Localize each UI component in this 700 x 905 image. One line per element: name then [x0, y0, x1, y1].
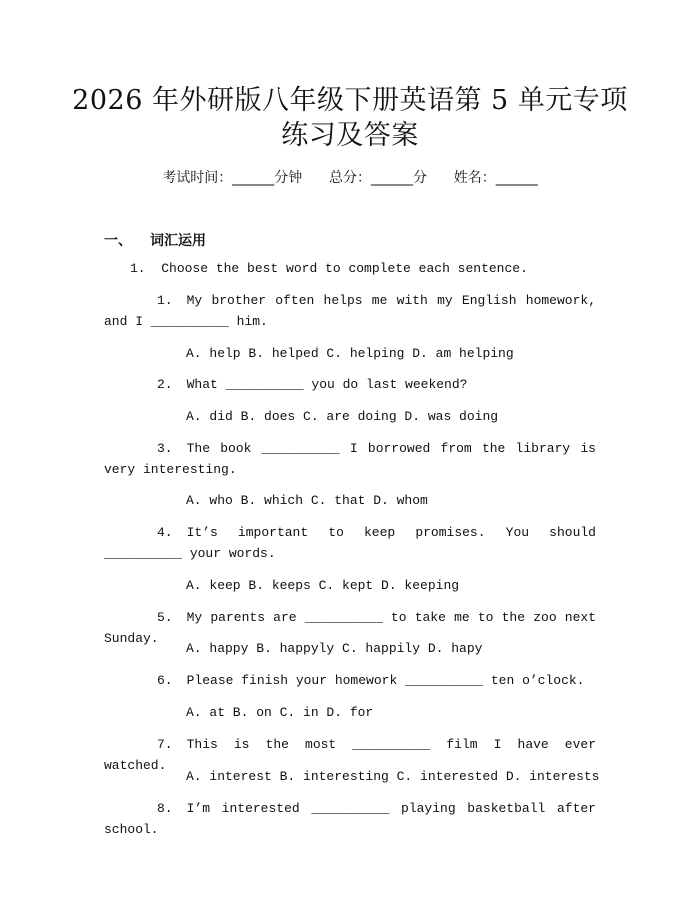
instruction-number: 1.: [130, 261, 146, 276]
section-title: 词汇运用: [150, 233, 206, 249]
question-number: 2.: [157, 377, 173, 392]
question-1: [104, 291, 596, 332]
question-number: 4.: [157, 525, 173, 540]
question-1-options: A. help B. helped C. helping D. am helping: [186, 346, 514, 361]
question-number: 1.: [157, 293, 173, 308]
document-title-line-2: 练习及答案: [281, 120, 419, 151]
question-4-options: A. keep B. keeps C. kept D. keeping: [186, 578, 460, 593]
question-number: 3.: [157, 441, 173, 456]
question-number: 8.: [157, 801, 173, 816]
section-heading: [104, 230, 206, 250]
question-text: Please finish your homework __________ ten o’clock.: [186, 673, 585, 688]
document-title-line-1: 2026 年外研版八年级下册英语第 5 单元专项: [72, 85, 628, 116]
section-number: 一、: [104, 233, 132, 249]
question-text: I’m interested __________ playing basketball after school.: [104, 801, 596, 837]
question-text: It’s important to keep promises. You should __________ your words.: [104, 525, 596, 561]
question-number: 7.: [157, 737, 173, 752]
question-2-options: A. did B. does C. are doing D. was doing: [186, 409, 499, 424]
question-3-options: A. who B. which C. that D. whom: [186, 493, 428, 508]
instruction: [130, 259, 528, 279]
question-text: This is the most __________ film I have ever watched.: [104, 737, 596, 773]
question-3: [104, 439, 596, 480]
instruction-text: Choose the best word to complete each sentence.: [161, 261, 528, 276]
question-text: What __________ you do last weekend?: [186, 377, 468, 392]
question-text: The book __________ I borrowed from the library is very interesting.: [104, 441, 596, 477]
question-number: 6.: [157, 673, 173, 688]
question-7-options: A. interest B. interesting C. interested D. interests: [186, 769, 600, 784]
question-6-options: A. at B. on C. in D. for: [186, 705, 374, 720]
question-text: My parents are __________ to take me to the zoo next Sunday.: [104, 610, 596, 646]
question-number: 5.: [157, 610, 173, 625]
question-6: [104, 671, 596, 692]
question-8: [104, 799, 596, 840]
question-5-options: A. happy B. happyly C. happily D. hapy: [186, 641, 483, 656]
question-4: [104, 523, 596, 564]
question-text: My brother often helps me with my English homework, and I __________ him.: [104, 293, 596, 329]
question-2: [104, 375, 596, 396]
exam-info-line: 考试时间：______分钟 总分：______分 姓名：______: [162, 170, 538, 186]
